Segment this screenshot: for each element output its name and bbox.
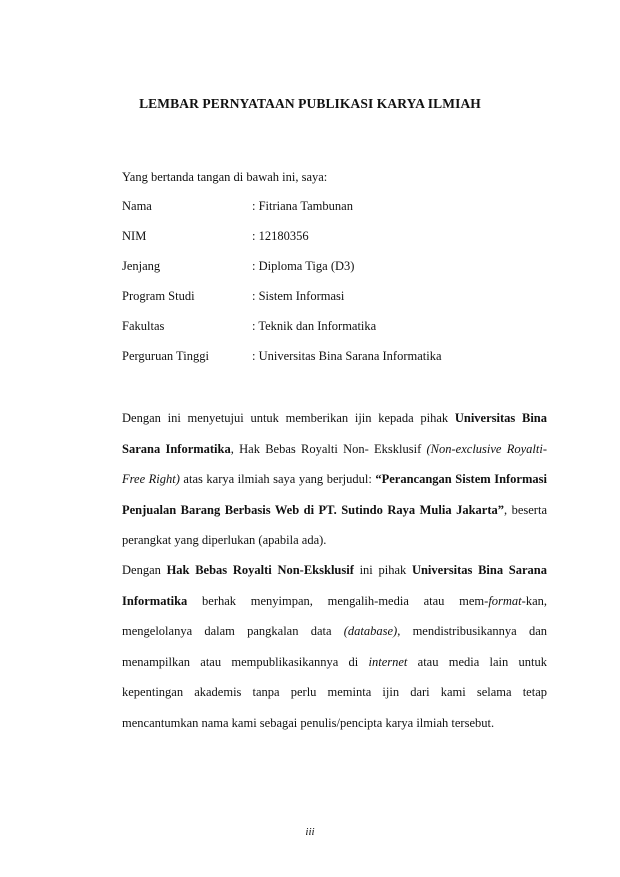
field-label: Perguruan Tinggi [122,349,209,363]
page-number: iii [305,826,315,838]
consent-paragraph [122,403,547,556]
field-row-program-studi [122,289,522,319]
field-value: : Universitas Bina Sarana Informatika [252,349,442,363]
field-row-perguruan-tinggi [122,349,522,379]
text-span: Dengan [122,563,167,577]
text-span: atas karya ilmiah saya yang berjudul: [179,472,376,486]
italic-text: (Non-exclusive Royalti-Free Right) [122,441,548,486]
field-label: Jenjang [122,259,161,273]
field-value: : Fitriana Tambunan [252,199,353,213]
field-value: : Diploma Tiga (D3) [252,259,355,273]
italic-text: internet [368,654,408,669]
page-title: LEMBAR PERNYATAAN PUBLIKASI KARYA ILMIAH [139,96,481,111]
text-span: -kan, mengelolanya dalam pangkalan data [122,593,547,638]
intro-text: Yang bertanda tangan di bawah ini, saya: [122,170,328,184]
rights-paragraph [122,555,547,738]
text-span: , mendistribusikannya dan menampilkan atau mempublikasikannya di [122,624,547,669]
field-value: : Sistem Informasi [252,289,345,303]
field-label: Program Studi [122,289,195,303]
field-row-jenjang [122,259,522,289]
field-row-fakultas [122,319,522,349]
field-label: Nama [122,199,152,213]
bold-text: Hak Bebas Royalti Non-Eksklusif [166,563,354,577]
identity-table [122,199,522,379]
thesis-title: “Perancangan Sistem Informasi Penjualan Barang Berbasis Web di PT. Sutindo Raya Mulia Jakarta” [122,472,547,517]
italic-text: format [488,593,522,608]
text-span: atau media lain untuk kepentingan akademis tanpa perlu meminta ijin dari kami selama tetap mencantumkan nama kami sebagai penulis/pencipta karya ilmiah tersebut. [122,654,547,730]
field-value: : Teknik dan Informatika [252,319,377,333]
text-span: , Hak Bebas Royalti Non- Eksklusif [230,441,427,456]
text-span: Dengan ini menyetujui untuk memberikan ijin kepada pihak [122,411,455,425]
field-label: Fakultas [122,319,165,333]
text-span: berhak menyimpan, mengalih-media atau mem- [187,593,489,608]
bold-text: Universitas Bina Sarana Informatika [122,411,547,456]
text-span: ini pihak [353,563,412,577]
field-label: NIM [122,229,147,243]
italic-text: (database) [343,624,398,638]
bold-text: Universitas Bina Sarana Informatika [122,563,547,608]
text-span: , beserta perangkat yang diperlukan (apabila ada). [122,502,547,547]
field-value: : 12180356 [252,229,309,243]
field-row-nama [122,199,522,229]
field-row-nim [122,229,522,259]
